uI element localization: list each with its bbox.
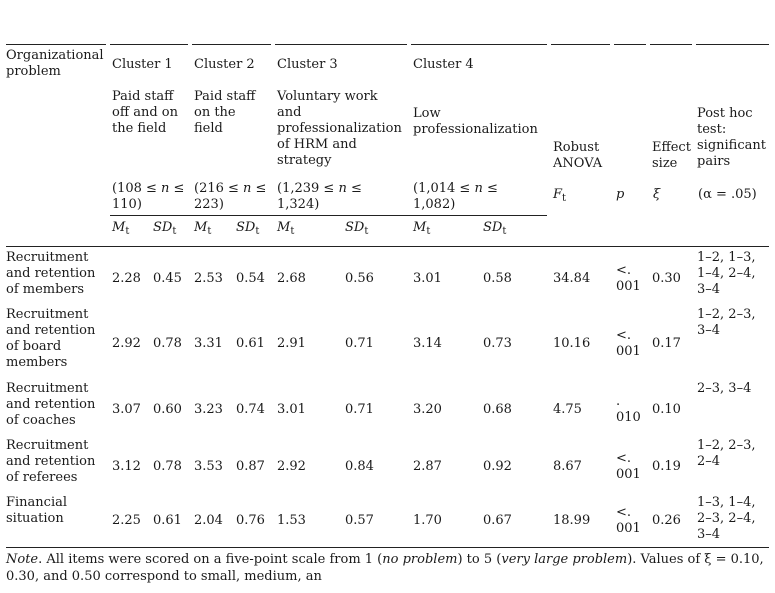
sd-value: 0.61: [236, 336, 265, 351]
n-symbol: n: [161, 181, 170, 196]
row-label: Recruitment and retention of members: [6, 250, 96, 297]
mean-header-c2: $M_t$: [194, 220, 212, 237]
sd-value: 0.58: [483, 271, 512, 286]
sd-value: 0.68: [483, 402, 512, 417]
sd-value: 0.67: [483, 513, 512, 528]
f-value: 4.75: [553, 402, 582, 417]
sd-value: 0.57: [345, 513, 374, 528]
cluster-3-n-post: ≤ 1,324): [277, 181, 362, 212]
sd-value: 0.78: [153, 459, 182, 474]
xi-label: ξ: [653, 187, 661, 202]
cluster-1-desc: Paid staff off and on the field: [112, 89, 178, 136]
table-note: Note. All items were scored on a five-point scale from 1 (no problem) to 5 (very large problem). Values of ξ = 0.10, 0.30, and 0.50 correspond to small, medium, an: [6, 552, 764, 584]
top-rule-seg: [411, 44, 547, 45]
p-value: <. 001: [616, 505, 641, 536]
sd-value: 0.78: [153, 336, 182, 351]
mean-value: 2.87: [413, 459, 442, 474]
sd-value: 0.73: [483, 336, 512, 351]
mean-value: 2.91: [277, 336, 306, 351]
sd-value: 0.92: [483, 459, 512, 474]
cluster-3-n-range: [277, 181, 377, 213]
n-symbol: n: [338, 181, 347, 196]
mean-value: 2.04: [194, 513, 223, 528]
mean-value: 1.53: [277, 513, 306, 528]
mean-value: 3.53: [194, 459, 223, 474]
mean-header-c1: $M_t$: [112, 220, 130, 237]
sd-header-c2: $SD_t$: [236, 220, 260, 237]
sd-header-c4: $SD_t$: [483, 220, 507, 237]
sd-value: 0.61: [153, 513, 182, 528]
mean-value: 3.23: [194, 402, 223, 417]
n-symbol: n: [474, 181, 483, 196]
cluster-1-n-range: [112, 181, 188, 213]
anova-label: Robust ANOVA: [553, 140, 603, 171]
p-value: <. 001: [616, 451, 641, 482]
mean-value: 2.28: [112, 271, 141, 286]
sd-value: 0.76: [236, 513, 265, 528]
cluster-1-n-post: ≤ 110): [112, 181, 185, 212]
mean-value: 2.53: [194, 271, 223, 286]
posthoc-pairs: 1–2, 2–3, 2–4: [697, 438, 756, 469]
sd-value: 0.45: [153, 271, 182, 286]
top-rule-seg: [696, 44, 769, 45]
cluster-1-name: Cluster 1: [112, 57, 173, 72]
mean-value: 3.01: [277, 402, 306, 417]
cluster-4-desc: Low professionalization: [413, 106, 538, 137]
sd-value: 0.84: [345, 459, 374, 474]
cluster-4-n-pre: (1,014 ≤: [413, 181, 475, 196]
f-value: 8.67: [553, 459, 582, 474]
cluster-2-name: Cluster 2: [194, 57, 255, 72]
mean-header-c4: $M_t$: [413, 220, 431, 237]
f-statistic-label: $F_t$: [553, 187, 567, 204]
mean-value: 2.68: [277, 271, 306, 286]
effect-size-label: Effect size: [652, 140, 691, 171]
sd-value: 0.71: [345, 336, 374, 351]
header-bottom-rule: [6, 246, 769, 247]
table-bottom-rule: [6, 547, 769, 548]
p-value-label: p: [616, 187, 625, 202]
sd-header-c1: $SD_t$: [153, 220, 177, 237]
sd-value: 0.56: [345, 271, 374, 286]
header-row-label: Organizational problem: [6, 48, 104, 79]
mean-value: 3.12: [112, 459, 141, 474]
n-symbol: n: [243, 181, 252, 196]
posthoc-pairs: 2–3, 3–4: [697, 381, 752, 396]
mean-value: 3.07: [112, 402, 141, 417]
cluster-3-n-pre: (1,239 ≤: [277, 181, 339, 196]
effect-size-value: 0.26: [652, 513, 681, 528]
top-rule-seg: [110, 44, 188, 45]
posthoc-pairs: 1–2, 2–3, 3–4: [697, 307, 756, 338]
sd-header-c3: $SD_t$: [345, 220, 369, 237]
mean-value: 2.92: [112, 336, 141, 351]
f-value: 34.84: [553, 271, 591, 286]
effect-size-value: 0.19: [652, 459, 681, 474]
top-rule-seg: [275, 44, 407, 45]
effect-size-value: 0.30: [652, 271, 681, 286]
top-rule-seg: [551, 44, 610, 45]
sd-value: 0.74: [236, 402, 265, 417]
row-label: Financial situation: [6, 495, 68, 526]
cluster-2-n-pre: (216 ≤: [194, 181, 244, 196]
cluster-1-n-pre: (108 ≤: [112, 181, 162, 196]
mean-value: 2.92: [277, 459, 306, 474]
sd-value: 0.60: [153, 402, 182, 417]
mean-value: 3.31: [194, 336, 223, 351]
cluster-2-desc: Paid staff on the field: [194, 89, 256, 136]
effect-size-value: 0.10: [652, 402, 681, 417]
cluster-2-n-range: [194, 181, 270, 213]
alpha-label: (α = .05): [698, 187, 757, 202]
row-label: Recruitment and retention of board members: [6, 307, 96, 370]
mean-header-c3: $M_t$: [277, 220, 295, 237]
cluster-4-name: Cluster 4: [413, 57, 474, 72]
effect-size-value: 0.17: [652, 336, 681, 351]
p-value: . 010: [616, 394, 641, 425]
mean-value: 3.01: [413, 271, 442, 286]
mean-value: 3.14: [413, 336, 442, 351]
p-value: <. 001: [616, 328, 641, 359]
row-label: Recruitment and retention of referees: [6, 438, 96, 485]
posthoc-pairs: 1–2, 1–3, 1–4, 2–4, 3–4: [697, 250, 756, 297]
f-value: 10.16: [553, 336, 591, 351]
posthoc-pairs: 1–3, 1–4, 2–3, 2–4, 3–4: [697, 495, 756, 542]
posthoc-label: Post hoc test: significant pairs: [697, 106, 766, 169]
mean-value: 3.20: [413, 402, 442, 417]
cluster-2-n-post: ≤ 223): [194, 181, 267, 212]
note-label: Note: [6, 552, 39, 567]
sd-value: 0.54: [236, 271, 265, 286]
top-rule-seg: [614, 44, 646, 45]
cluster-4-n-post: ≤ 1,082): [413, 181, 498, 212]
sd-value: 0.87: [236, 459, 265, 474]
p-value: <. 001: [616, 263, 641, 294]
mean-value: 1.70: [413, 513, 442, 528]
top-rule-seg: [650, 44, 692, 45]
f-value: 18.99: [553, 513, 591, 528]
mean-value: 2.25: [112, 513, 141, 528]
row-label: Recruitment and retention of coaches: [6, 381, 96, 428]
sd-value: 0.71: [345, 402, 374, 417]
cluster-3-desc: Voluntary work and professionalization of HRM and strategy: [277, 89, 402, 168]
cluster-3-name: Cluster 3: [277, 57, 338, 72]
top-rule-seg: [6, 44, 106, 45]
top-rule-seg: [192, 44, 271, 45]
cluster-subheader-rule: [110, 215, 547, 216]
cluster-4-n-range: [413, 181, 513, 213]
